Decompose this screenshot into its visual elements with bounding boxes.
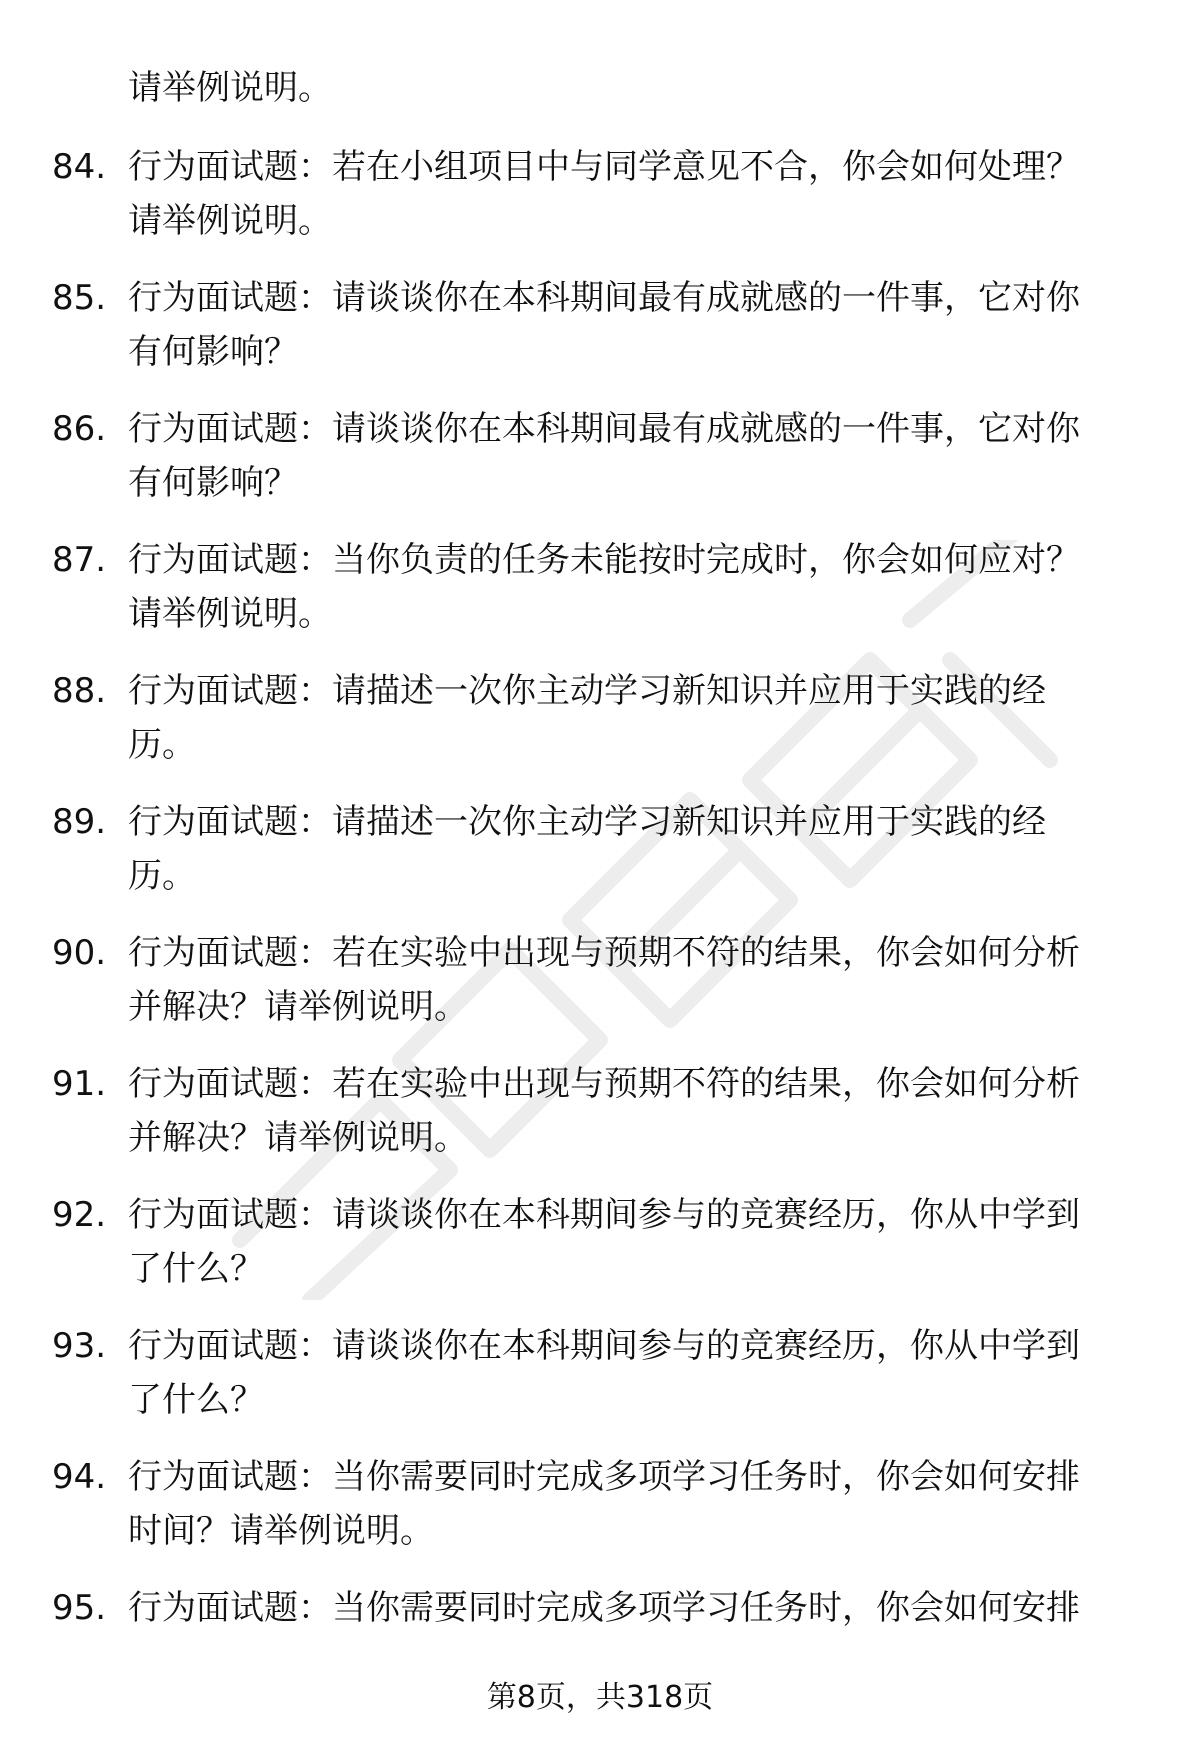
question-text-line: 行为面试题：当你需要同时完成多项学习任务时，你会如何安排 (128, 1457, 1080, 1497)
question-number: 88. (52, 671, 107, 711)
question-item (0, 1188, 1200, 1319)
question-text-line: 行为面试题：请描述一次你主动学习新知识并应用于实践的经 (128, 671, 1046, 711)
question-list (0, 140, 1200, 1712)
question-text (128, 1450, 1138, 1558)
question-item (0, 795, 1200, 926)
question-number: 95. (52, 1588, 107, 1628)
question-item (0, 664, 1200, 795)
question-text (128, 926, 1138, 1034)
question-item (0, 271, 1200, 402)
question-text (128, 1057, 1138, 1165)
question-item (0, 402, 1200, 533)
question-text-line: 行为面试题：请谈谈你在本科期间最有成就感的一件事，它对你 (128, 278, 1080, 318)
question-item (0, 1319, 1200, 1450)
question-number: 87. (52, 540, 107, 580)
question-number: 89. (52, 802, 107, 842)
question-item (0, 926, 1200, 1057)
question-text-line: 行为面试题：请谈谈你在本科期间参与的竞赛经历，你从中学到 (128, 1195, 1080, 1235)
question-item (0, 533, 1200, 664)
question-text-line: 行为面试题：请谈谈你在本科期间参与的竞赛经历，你从中学到 (128, 1326, 1080, 1366)
question-text (128, 1319, 1138, 1427)
continued-text: 请举例说明。 (128, 68, 332, 108)
question-text-line: 行为面试题：请描述一次你主动学习新知识并应用于实践的经 (128, 802, 1046, 842)
question-item (0, 1450, 1200, 1581)
question-text-line: 行为面试题：若在小组项目中与同学意见不合，你会如何处理？ (128, 147, 1080, 187)
question-text-line: 了什么？ (128, 1380, 264, 1420)
question-text (128, 664, 1138, 772)
question-text (128, 402, 1138, 510)
question-text-line: 历。 (128, 856, 196, 896)
question-number: 84. (52, 147, 107, 187)
question-number: 94. (52, 1457, 107, 1497)
question-text-line: 请举例说明。 (128, 594, 332, 634)
question-text (128, 1581, 1138, 1635)
question-text-line: 并解决？请举例说明。 (128, 987, 468, 1027)
question-text-line: 并解决？请举例说明。 (128, 1118, 468, 1158)
question-item (0, 140, 1200, 271)
question-number: 91. (52, 1064, 107, 1104)
question-text (128, 271, 1138, 379)
question-item (0, 1057, 1200, 1188)
question-text (128, 140, 1138, 248)
question-text-line: 时间？请举例说明。 (128, 1511, 434, 1551)
question-text-line: 行为面试题：若在实验中出现与预期不符的结果，你会如何分析 (128, 1064, 1080, 1104)
question-number: 86. (52, 409, 107, 449)
question-text-line: 行为面试题：当你需要同时完成多项学习任务时，你会如何安排 (128, 1588, 1080, 1628)
question-text-line: 有何影响？ (128, 463, 298, 503)
question-number: 92. (52, 1195, 107, 1235)
question-text-line: 历。 (128, 725, 196, 765)
question-text-line: 行为面试题：请谈谈你在本科期间最有成就感的一件事，它对你 (128, 409, 1080, 449)
question-text-line: 请举例说明。 (128, 201, 332, 241)
page-footer: 第8页，共318页 (486, 1680, 714, 1715)
question-text-line: 行为面试题：若在实验中出现与预期不符的结果，你会如何分析 (128, 933, 1080, 973)
question-number: 85. (52, 278, 107, 318)
question-text-line: 行为面试题：当你负责的任务未能按时完成时，你会如何应对？ (128, 540, 1080, 580)
question-text (128, 533, 1138, 641)
question-text (128, 1188, 1138, 1296)
question-text-line: 有何影响？ (128, 332, 298, 372)
question-text (128, 795, 1138, 903)
question-number: 90. (52, 933, 107, 973)
question-text-line: 了什么？ (128, 1249, 264, 1289)
question-number: 93. (52, 1326, 107, 1366)
